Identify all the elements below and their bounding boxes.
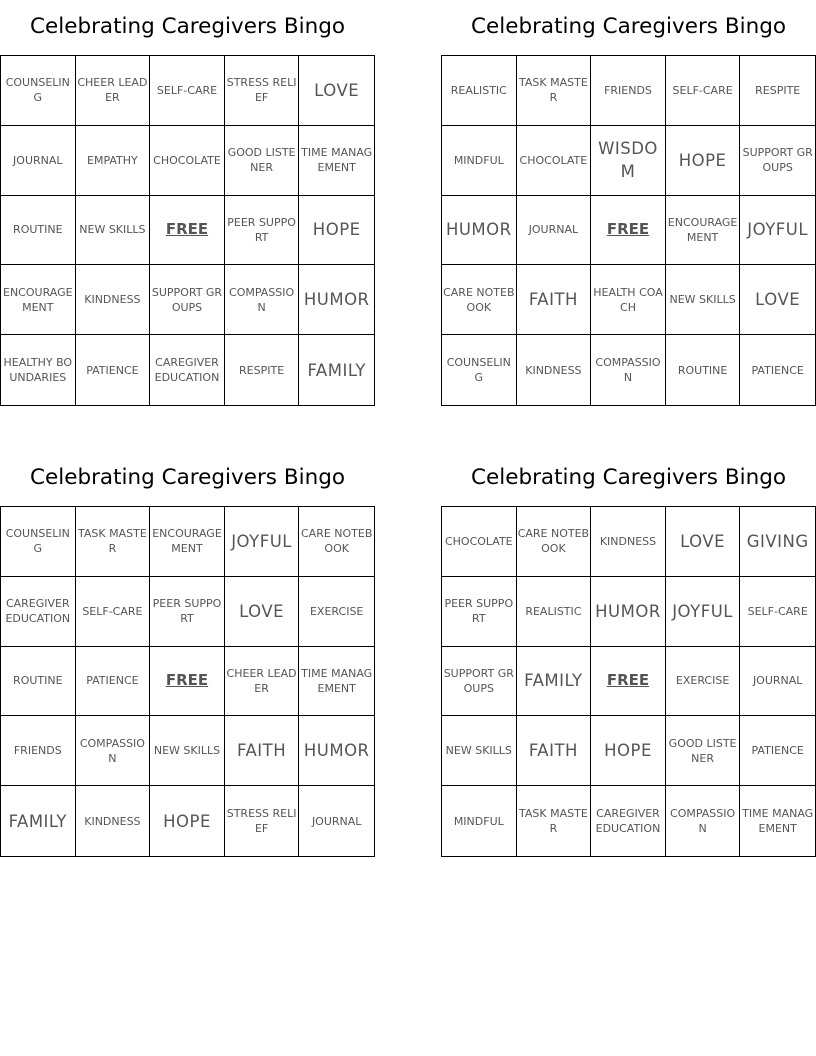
bingo-cell: NEW SKILLS xyxy=(666,265,741,335)
bingo-cell: TASK MASTER xyxy=(76,507,151,577)
bingo-cell: FAMILY xyxy=(1,786,76,856)
bingo-cell: MINDFUL xyxy=(442,786,517,856)
bingo-cell: NEW SKILLS xyxy=(442,716,517,786)
bingo-cell: COUNSELING xyxy=(442,335,517,405)
bingo-cell: GIVING xyxy=(740,507,815,577)
bingo-cell: KINDNESS xyxy=(76,265,151,335)
free-space-cell: FREE xyxy=(150,647,225,717)
bingo-cell: JOURNAL xyxy=(517,196,592,266)
bingo-cell: FAITH xyxy=(517,716,592,786)
bingo-cell: JOURNAL xyxy=(740,647,815,717)
bingo-cell: SELF-CARE xyxy=(150,56,225,126)
bingo-grid xyxy=(0,55,375,406)
bingo-cell: HUMOR xyxy=(591,577,666,647)
bingo-cell: COUNSELING xyxy=(1,56,76,126)
bingo-cell: JOYFUL xyxy=(740,196,815,266)
bingo-cell: FRIENDS xyxy=(591,56,666,126)
bingo-cell: ROUTINE xyxy=(1,196,76,266)
bingo-cell: COMPASSION xyxy=(76,716,151,786)
bingo-cell: COMPASSION xyxy=(666,786,741,856)
bingo-cell: CHEER LEADER xyxy=(225,647,300,717)
bingo-cell: JOURNAL xyxy=(1,126,76,196)
bingo-cell: FAMILY xyxy=(307,360,366,380)
bingo-cell: TIME MANAGEMENT xyxy=(299,126,374,196)
bingo-cell: STRESS RELIEF xyxy=(225,786,300,856)
bingo-cell: CARE NOTEBOOK xyxy=(299,507,374,577)
bingo-cell: HUMOR xyxy=(299,265,374,335)
card-title: Celebrating Caregivers Bingo xyxy=(30,465,345,490)
bingo-cell: HEALTHY BOUNDARIES xyxy=(1,335,76,405)
bingo-cell: TASK MASTER xyxy=(517,56,592,126)
card-title: Celebrating Caregivers Bingo xyxy=(471,14,786,39)
bingo-cell: HOPE xyxy=(150,786,225,856)
bingo-cell: PEER SUPPORT xyxy=(150,577,225,647)
bingo-cell: CHEER LEADER xyxy=(76,56,151,126)
bingo-cell: CAREGIVER EDUCATION xyxy=(1,577,76,647)
bingo-cell: PEER SUPPORT xyxy=(225,196,300,266)
card-title: Celebrating Caregivers Bingo xyxy=(30,14,345,39)
bingo-cell: JOYFUL xyxy=(666,577,741,647)
bingo-cell: JOYFUL xyxy=(225,507,300,577)
bingo-cell: GOOD LISTENER xyxy=(666,716,741,786)
free-space-cell: FREE xyxy=(591,647,666,717)
bingo-cell: HOPE xyxy=(591,716,666,786)
bingo-cell: EXERCISE xyxy=(299,577,374,647)
bingo-cell: NEW SKILLS xyxy=(150,716,225,786)
bingo-cell: ENCOURAGEMENT xyxy=(666,196,741,266)
bingo-cell: EMPATHY xyxy=(76,126,151,196)
bingo-cell: TASK MASTER xyxy=(517,786,592,856)
bingo-cell: KINDNESS xyxy=(517,335,592,405)
bingo-cell: RESPITE xyxy=(225,335,300,405)
bingo-cell: LOVE xyxy=(666,507,741,577)
bingo-cell: ROUTINE xyxy=(666,335,741,405)
bingo-cell: SELF-CARE xyxy=(740,577,815,647)
bingo-cell: PATIENCE xyxy=(76,647,151,717)
bingo-cell: SUPPORT GROUPS xyxy=(740,126,815,196)
bingo-cell: FAITH xyxy=(225,716,300,786)
bingo-cell: GOOD LISTENER xyxy=(225,126,300,196)
bingo-cell: REALISTIC xyxy=(517,577,592,647)
bingo-cell: PATIENCE xyxy=(740,716,815,786)
bingo-cell: NEW SKILLS xyxy=(76,196,151,266)
bingo-cell: TIME MANAGEMENT xyxy=(742,807,814,836)
bingo-cell: SELF-CARE xyxy=(666,56,741,126)
bingo-cell: HOPE xyxy=(299,196,374,266)
bingo-cell: COMPASSION xyxy=(591,335,666,405)
bingo-cell: EXERCISE xyxy=(666,647,741,717)
bingo-cell: PEER SUPPORT xyxy=(442,577,517,647)
bingo-cell: KINDNESS xyxy=(591,507,666,577)
bingo-cell: LOVE xyxy=(299,56,374,126)
bingo-cell: HUMOR xyxy=(299,716,374,786)
bingo-cell: HUMOR xyxy=(442,196,517,266)
bingo-cell: CHOCOLATE xyxy=(150,126,225,196)
bingo-cell: FAITH xyxy=(517,265,592,335)
bingo-cell: CAREGIVER EDUCATION xyxy=(150,335,225,405)
bingo-cell: WISDOM xyxy=(591,126,666,196)
free-space-cell: FREE xyxy=(150,196,225,266)
bingo-cell: KINDNESS xyxy=(76,786,151,856)
bingo-grid xyxy=(441,506,816,857)
bingo-cell: CHOCOLATE xyxy=(517,126,592,196)
bingo-cell: CAREGIVER EDUCATION xyxy=(591,786,666,856)
bingo-cell: PATIENCE xyxy=(76,335,151,405)
bingo-cell: LOVE xyxy=(740,265,815,335)
bingo-cell: REALISTIC xyxy=(442,56,517,126)
bingo-cell: COUNSELING xyxy=(1,507,76,577)
bingo-cell: ENCOURAGEMENT xyxy=(1,265,76,335)
bingo-cell: LOVE xyxy=(225,577,300,647)
bingo-cell: COMPASSION xyxy=(225,265,300,335)
bingo-grid xyxy=(0,506,375,857)
bingo-cell: CHOCOLATE xyxy=(442,507,517,577)
bingo-cell: STRESS RELIEF xyxy=(225,56,300,126)
bingo-cell: TIME MANAGEMENT xyxy=(299,647,374,717)
card-title: Celebrating Caregivers Bingo xyxy=(471,465,786,490)
bingo-grid xyxy=(441,55,816,406)
bingo-cell: FAMILY xyxy=(517,647,592,717)
bingo-cell: JOURNAL xyxy=(311,814,362,828)
bingo-cell: HEALTH COACH xyxy=(591,265,666,335)
bingo-cell: CARE NOTEBOOK xyxy=(517,507,592,577)
bingo-cell: RESPITE xyxy=(740,56,815,126)
bingo-cell: FRIENDS xyxy=(1,716,76,786)
bingo-cell: SUPPORT GROUPS xyxy=(442,647,517,717)
bingo-cell: ROUTINE xyxy=(1,647,76,717)
bingo-cell: CARE NOTEBOOK xyxy=(442,265,517,335)
free-space-cell: FREE xyxy=(591,196,666,266)
bingo-cell: PATIENCE xyxy=(751,363,804,377)
bingo-cell: SELF-CARE xyxy=(76,577,151,647)
bingo-cell: ENCOURAGEMENT xyxy=(150,507,225,577)
bingo-cell: MINDFUL xyxy=(442,126,517,196)
bingo-cell: HOPE xyxy=(666,126,741,196)
bingo-cell: SUPPORT GROUPS xyxy=(150,265,225,335)
